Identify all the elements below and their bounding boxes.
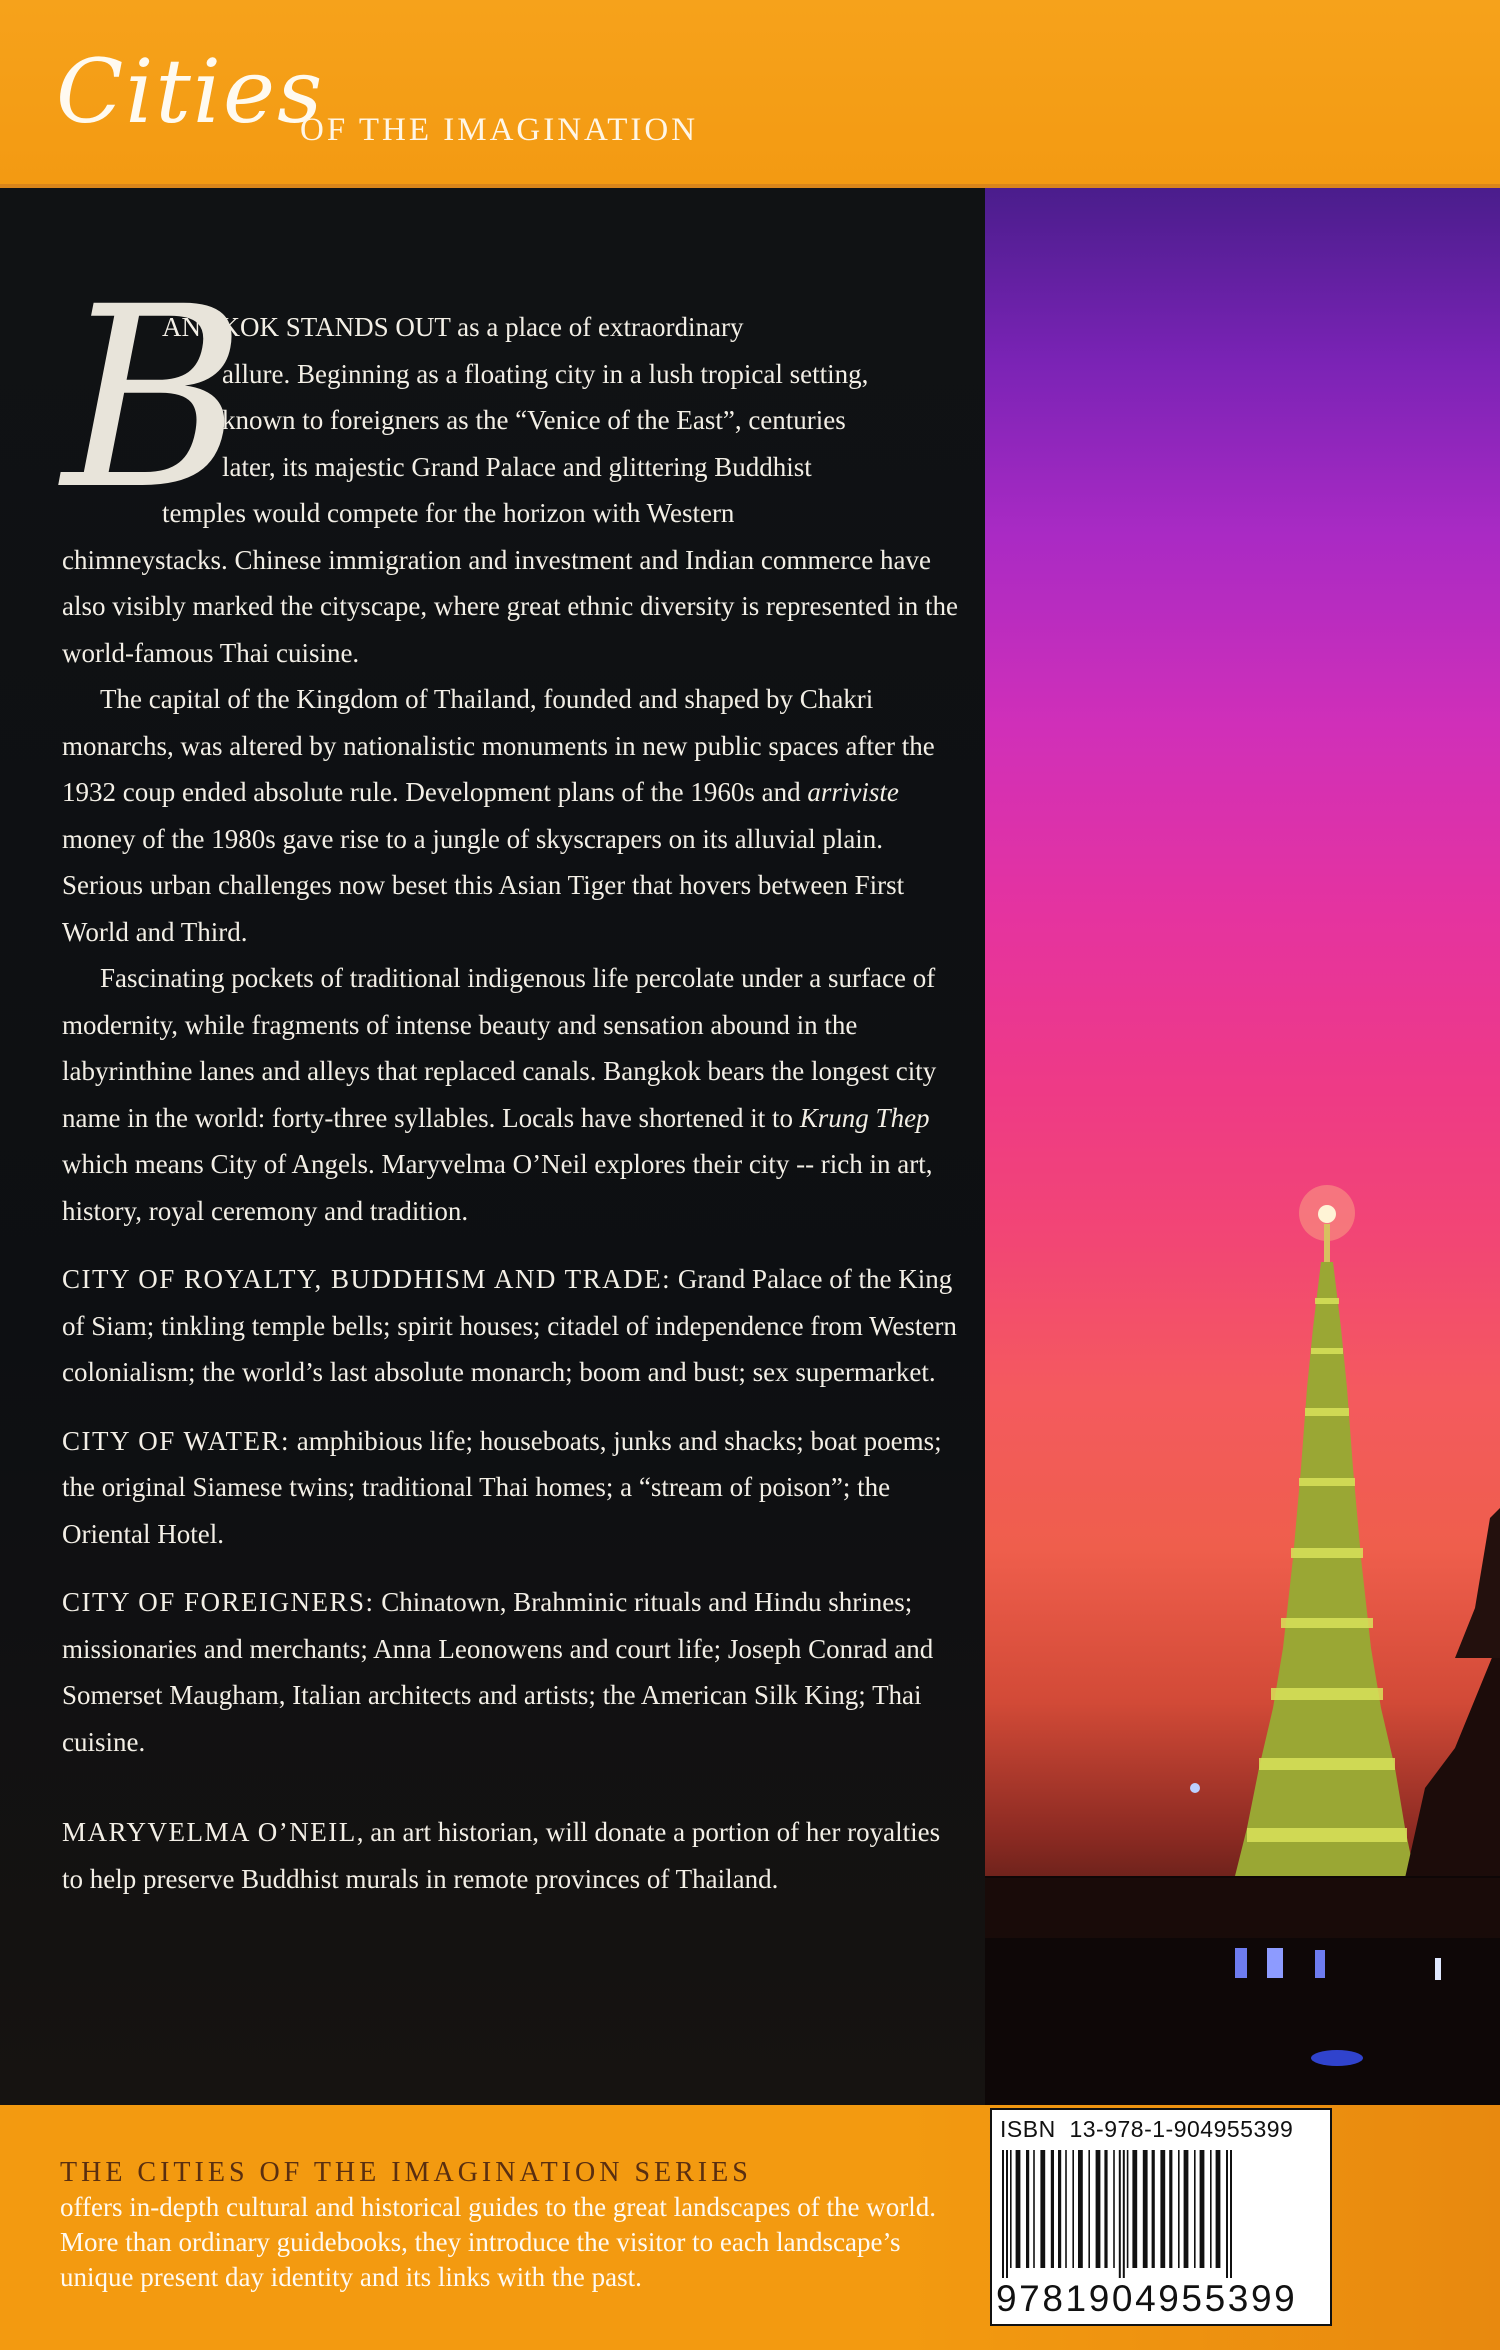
barcode-bar bbox=[1194, 2150, 1196, 2268]
drop-cap-letter: B bbox=[62, 253, 246, 544]
barcode-bar bbox=[1104, 2150, 1107, 2268]
barcode-guard-bar bbox=[1002, 2150, 1004, 2278]
barcode-bar bbox=[1152, 2150, 1155, 2268]
barcode-bar bbox=[1127, 2150, 1129, 2268]
barcode-bar bbox=[1160, 2150, 1165, 2268]
temple-sunset-photo bbox=[985, 188, 1500, 2105]
barcode-guard-bar bbox=[1123, 2150, 1125, 2278]
topic-water bbox=[62, 1418, 962, 1558]
first-paragraph-line: temples would compete for the horizon with Western bbox=[162, 498, 735, 528]
barcode-bar bbox=[1184, 2150, 1189, 2268]
barcode-bar bbox=[1216, 2150, 1221, 2268]
barcode-bar bbox=[1096, 2150, 1101, 2268]
barcode-guard-bar bbox=[1006, 2150, 1008, 2278]
topic-text: Grand Palace of the King of Siam; tinkling temple bells; spirit houses; citadel of independence from Western colonialism; the world’s last absolute monarch; boom and bust; sex supermarket. bbox=[62, 1264, 957, 1387]
series-script-word: Cities bbox=[56, 40, 325, 143]
author-name: MARYVELMA O’NEIL bbox=[62, 1817, 357, 1847]
barcode-digits: 9781904955399 bbox=[996, 2278, 1298, 2319]
author-note bbox=[62, 1809, 962, 1902]
first-paragraph-line: allure. Beginning as a floating city in a lush tropical setting, bbox=[222, 358, 869, 389]
second-paragraph-text: money of the 1980s gave rise to a jungle of skyscrapers on its alluvial plain. Serious urban challenges now beset this Asian Tiger that hovers between First World and Third. bbox=[62, 823, 905, 947]
series-description-title: THE CITIES OF THE IMAGINATION SERIES bbox=[60, 2157, 752, 2188]
barcode-bar bbox=[1072, 2150, 1074, 2268]
third-paragraph bbox=[62, 955, 962, 1234]
barcode-bar bbox=[1010, 2150, 1012, 2268]
barcode-bar bbox=[1051, 2150, 1054, 2268]
first-paragraph-rest: chimneystacks. Chinese immigration and investment and Indian commerce have also visibly marked the cityscape, where great ethnic diversity is represented in the world-famous Thai cuisine. bbox=[62, 544, 958, 668]
topic-heading: CITY OF WATER: bbox=[62, 1425, 291, 1456]
first-paragraph-line: known to foreigners as the “Venice of the East”, centuries bbox=[222, 405, 846, 435]
series-description bbox=[60, 2155, 980, 2295]
topic-foreigners bbox=[62, 1579, 962, 1765]
isbn-text bbox=[1000, 2116, 1293, 2143]
barcode-bar bbox=[1088, 2150, 1090, 2268]
topic-text: amphibious life; houseboats, junks and shacks; boat poems; the original Siamese twins; traditional Thai homes; a “stream of poison”; the Oriental Hotel. bbox=[62, 1425, 942, 1549]
topic-text: Chinatown, Brahminic rituals and Hindu shrines; missionaries and merchants; Anna Leonowens and court life; Joseph Conrad and Somerset Maugham, Italian architects and artists; the American Silk King; Thai cuisine. bbox=[62, 1587, 934, 1757]
barcode-guard-bar bbox=[1226, 2150, 1228, 2278]
third-paragraph-text: Fascinating pockets of traditional indigenous life percolate under a surface of modernity, while fragments of intense beauty and sensation abound in the labyrinthine lanes and alleys that replaced canals. Bangkok bears the longest city name in the world: forty-three syllables. Locals have shortened it to bbox=[62, 963, 937, 1133]
barcode-bar bbox=[1210, 2150, 1212, 2268]
barcode-bar bbox=[1143, 2150, 1148, 2268]
barcode-bar bbox=[1132, 2150, 1137, 2268]
barcode-guard-bar bbox=[1230, 2150, 1232, 2278]
first-paragraph-line: ANGKOK STANDS OUT as a place of extraordinary bbox=[162, 312, 744, 342]
topic-heading: CITY OF FOREIGNERS: bbox=[62, 1587, 375, 1617]
first-paragraph bbox=[62, 253, 962, 676]
series-banner bbox=[0, 0, 1500, 188]
barcode-bar bbox=[1065, 2150, 1067, 2268]
barcode-bar bbox=[1169, 2150, 1172, 2268]
barcode-bar bbox=[1178, 2150, 1180, 2268]
italic-term: arriviste bbox=[807, 777, 899, 807]
author-text: , an art historian, will donate a portion of her royalties to help preserve Buddhist murals in remote provinces of Thailand. bbox=[62, 1817, 941, 1894]
isbn-number: 13-978-1-904955399 bbox=[1069, 2116, 1294, 2142]
barcode-guard-bar bbox=[1119, 2150, 1121, 2278]
italic-term: Krung Thep bbox=[799, 1102, 930, 1133]
barcode-bar bbox=[1033, 2150, 1035, 2268]
barcode-bars bbox=[998, 2150, 1324, 2278]
barcode-bar bbox=[1200, 2150, 1205, 2268]
series-title-caps: OF THE IMAGINATION bbox=[300, 112, 699, 148]
barcode-bar bbox=[1113, 2150, 1115, 2268]
series-description-body: offers in-depth cultural and historical guides to the great landscapes of the world. More than ordinary guidebooks, they introduce the visitor to each landscape’s unique present day identity and its links with the past. bbox=[60, 2192, 936, 2292]
barcode-bar bbox=[1058, 2150, 1061, 2268]
temple-illustration bbox=[985, 188, 1500, 2105]
barcode-bar bbox=[1016, 2150, 1021, 2268]
barcode-bar bbox=[1040, 2150, 1045, 2268]
topic-heading: CITY OF ROYALTY, BUDDHISM AND TRADE: bbox=[62, 1264, 672, 1294]
second-paragraph bbox=[62, 676, 962, 955]
topic-royalty bbox=[62, 1256, 962, 1396]
barcode-bar bbox=[1078, 2150, 1083, 2268]
blurb-text bbox=[62, 253, 962, 1902]
isbn-barcode bbox=[990, 2108, 1332, 2326]
second-paragraph-text: The capital of the Kingdom of Thailand, founded and shaped by Chakri monarchs, was altered by nationalistic monuments in new public spaces after the 1932 coup ended absolute rule. Development plans of the 1960s and bbox=[62, 684, 935, 807]
isbn-label: ISBN bbox=[1000, 2116, 1056, 2142]
first-paragraph-line: later, its majestic Grand Palace and glittering Buddhist bbox=[222, 451, 812, 482]
barcode-bar bbox=[1026, 2150, 1029, 2268]
third-paragraph-text: which means City of Angels. Maryvelma O’Neil explores their city -- rich in art, history, royal ceremony and tradition. bbox=[62, 1149, 933, 1226]
